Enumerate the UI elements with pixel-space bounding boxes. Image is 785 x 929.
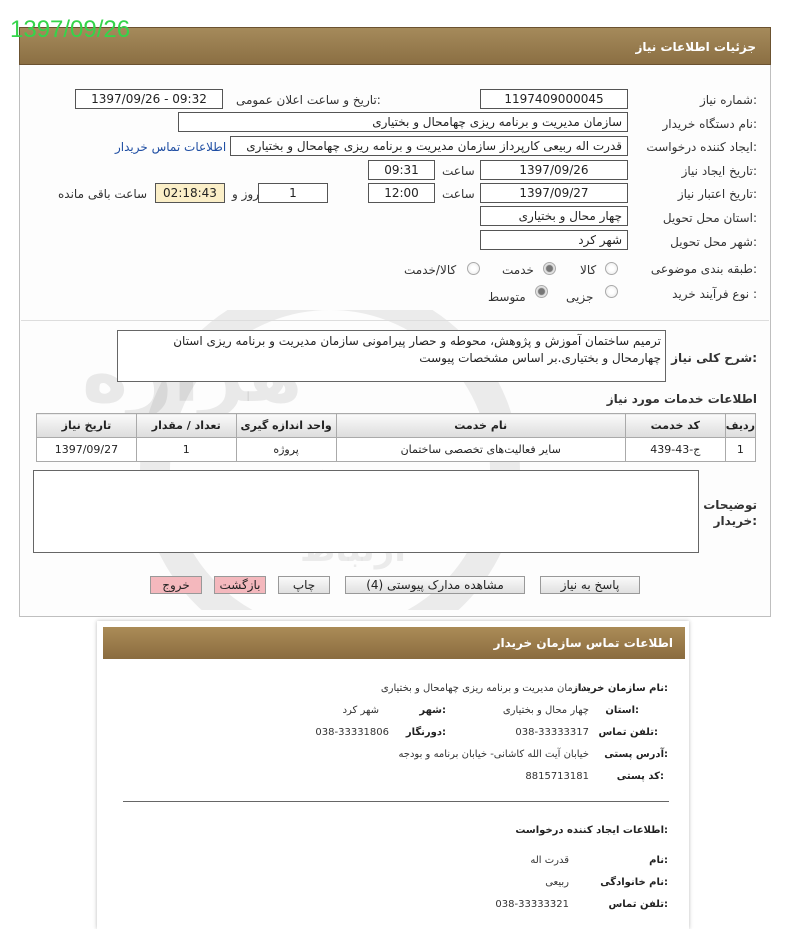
contact-card-title: اطلاعات تماس سازمان خریدار bbox=[493, 636, 673, 650]
creator-family-label: نام خانوادگی: bbox=[600, 877, 668, 888]
summary-textarea[interactable]: ترمیم ساختمان آموزش و پژوهش، محوطه و حصار پیرامونی سازمان مدیریت و برنامه ریزی استان چهارمحال و بختیاری.بر اساس مشخصات پیوست bbox=[117, 330, 666, 382]
contact-fax-label: دورنگار: bbox=[405, 727, 446, 738]
purchase-option-minor: جزیی bbox=[566, 290, 594, 304]
announce-datetime-field: 1397/09/26 - 09:32 bbox=[75, 89, 223, 109]
category-radio-service[interactable] bbox=[543, 262, 556, 275]
buyer-org-field: سازمان مدیریت و برنامه ریزی چهامحال و بختیاری bbox=[178, 112, 628, 132]
created-time-field: 09:31 bbox=[368, 160, 435, 180]
cell-row: 1 bbox=[725, 438, 755, 462]
col-header-code: کد خدمت bbox=[625, 414, 725, 438]
cell-date: 1397/09/27 bbox=[37, 438, 137, 462]
col-header-qty: تعداد / مقدار bbox=[136, 414, 236, 438]
category-radio-both[interactable] bbox=[467, 262, 480, 275]
purchase-radio-minor[interactable] bbox=[605, 285, 618, 298]
col-header-date: تاریخ نیاز bbox=[37, 414, 137, 438]
page-header bbox=[19, 27, 771, 65]
services-title: اطلاعات خدمات مورد نیاز bbox=[606, 392, 757, 406]
validity-label: تاریخ اعتبار نیاز: bbox=[677, 187, 757, 201]
contact-phone-value: 038-33333317 bbox=[515, 727, 589, 738]
creator-phone-value: 038-33333321 bbox=[495, 899, 569, 910]
creator-label: ایجاد کننده درخواست: bbox=[646, 140, 757, 154]
purchase-type-label: نوع فرآیند خرید : bbox=[672, 287, 757, 301]
page-title: جزئیات اطلاعات نیاز bbox=[635, 40, 756, 54]
creator-phone-label: تلفن تماس: bbox=[608, 899, 668, 910]
cell-service-name: سایر فعالیت‌های تخصصی ساختمان bbox=[336, 438, 625, 462]
category-radio-goods[interactable] bbox=[605, 262, 618, 275]
category-label: طبقه بندی موضوعی: bbox=[650, 262, 757, 276]
purchase-option-medium: متوسط bbox=[488, 290, 526, 304]
creator-field: قدرت اله ربیعی کارپرداز سازمان مدیریت و برنامه ریزی چهامحال و بختیاری bbox=[230, 136, 628, 156]
days-field: 1 bbox=[258, 183, 328, 203]
need-number-field: 1197409000045 bbox=[480, 89, 628, 109]
province-label: استان محل تحویل: bbox=[662, 211, 757, 225]
contact-org-label: نام سازمان خریدار: bbox=[572, 683, 668, 694]
creator-info-title: اطلاعات ایجاد کننده درخواست: bbox=[515, 825, 668, 836]
attachments-button[interactable]: مشاهده مدارک پیوستی (4) bbox=[345, 576, 525, 594]
city-label: شهر محل تحویل: bbox=[670, 235, 757, 249]
buyer-notes-textarea[interactable] bbox=[33, 470, 699, 553]
validity-time-field: 12:00 bbox=[368, 183, 435, 203]
date-stamp: 1397/09/26 bbox=[10, 16, 131, 43]
back-button[interactable]: بازگشت bbox=[214, 576, 266, 594]
table-row bbox=[37, 438, 756, 462]
exit-button[interactable]: خروج bbox=[150, 576, 202, 594]
contact-card-header bbox=[103, 627, 685, 659]
remaining-label: ساعت باقی مانده bbox=[58, 187, 148, 201]
category-option-goods: کالا bbox=[580, 263, 597, 277]
creator-name-label: نام: bbox=[649, 855, 668, 866]
buyer-org-label: نام دستگاه خریدار: bbox=[662, 117, 757, 131]
remaining-time-field: 02:18:43 bbox=[155, 183, 225, 203]
services-table bbox=[36, 413, 756, 462]
validity-time-label: ساعت bbox=[442, 187, 475, 201]
contact-city-value: شهر کرد bbox=[342, 705, 379, 716]
contact-province-label: استان: bbox=[605, 705, 639, 716]
contact-org-value: سازمان مدیریت و برنامه ریزی چهامحال و بختیاری bbox=[380, 683, 589, 694]
summary-label: شرح کلی نیاز: bbox=[671, 351, 757, 365]
contact-divider bbox=[123, 801, 669, 802]
purchase-radio-medium[interactable] bbox=[535, 285, 548, 298]
contact-city-label: شهر: bbox=[419, 705, 446, 716]
respond-button[interactable]: پاسخ به نیاز bbox=[540, 576, 640, 594]
divider bbox=[21, 320, 769, 321]
category-option-both: کالا/خدمت bbox=[404, 263, 457, 277]
col-header-service-name: نام خدمت bbox=[336, 414, 625, 438]
contact-postal-label: کد پستی: bbox=[616, 771, 664, 782]
category-option-service: خدمت bbox=[502, 263, 534, 277]
buyer-contact-card bbox=[97, 621, 689, 929]
contact-address-label: آدرس پستی: bbox=[604, 749, 668, 760]
contact-fax-value: 038-33331806 bbox=[315, 727, 389, 738]
buyer-contact-link[interactable]: اطلاعات تماس خریدار bbox=[115, 140, 227, 154]
contact-postal-value: 8815713181 bbox=[525, 771, 589, 782]
announce-label: تاریخ و ساعت اعلان عمومی: bbox=[236, 93, 381, 107]
buyer-notes-label: توضیحات خریدار: bbox=[703, 498, 757, 528]
cell-qty: 1 bbox=[136, 438, 236, 462]
print-button[interactable]: چاپ bbox=[278, 576, 330, 594]
col-header-unit: واحد اندازه گیری bbox=[236, 414, 336, 438]
created-date-field: 1397/09/26 bbox=[480, 160, 628, 180]
validity-date-field: 1397/09/27 bbox=[480, 183, 628, 203]
province-field: چهار محال و بختیاری bbox=[480, 206, 628, 226]
need-number-label: شماره نیاز: bbox=[699, 93, 757, 107]
created-date-label: تاریخ ایجاد نیاز: bbox=[681, 164, 757, 178]
contact-phone-label: تلفن تماس: bbox=[598, 727, 658, 738]
cell-unit: پروژه bbox=[236, 438, 336, 462]
cell-code: ج-43-439 bbox=[625, 438, 725, 462]
creator-name-value: قدرت اله bbox=[530, 855, 569, 866]
col-header-row: ردیف bbox=[725, 414, 755, 438]
contact-province-value: چهار محال و بختیاری bbox=[502, 705, 589, 716]
days-label: روز و bbox=[232, 187, 259, 201]
city-field: شهر کرد bbox=[480, 230, 628, 250]
creator-family-value: ربیعی bbox=[545, 877, 569, 888]
created-time-label: ساعت bbox=[442, 164, 475, 178]
contact-address-value: خیابان آیت الله کاشانی- خیابان برنامه و بودجه bbox=[398, 749, 589, 760]
